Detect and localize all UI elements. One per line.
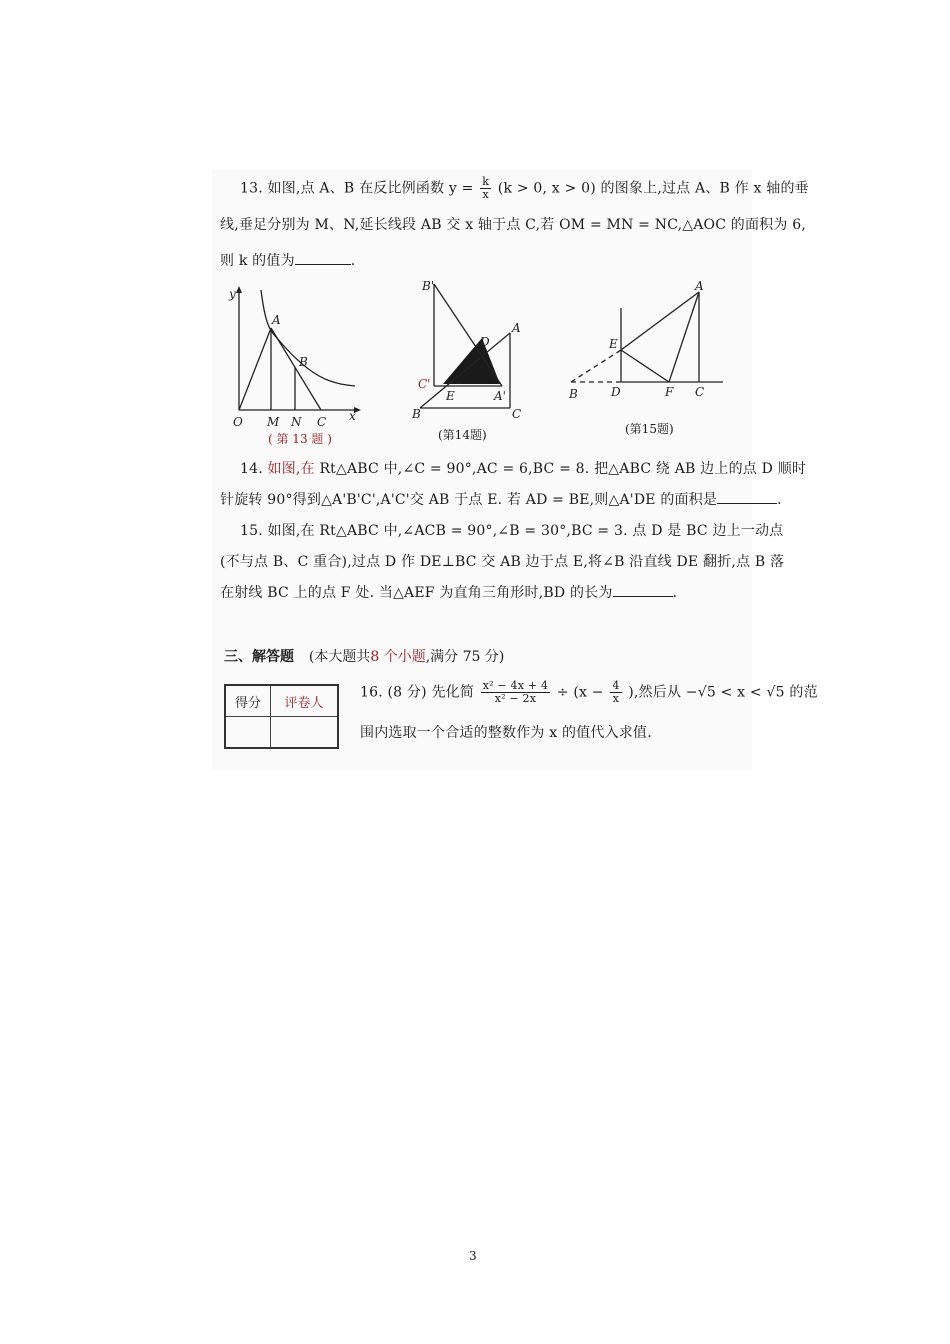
grader-cell[interactable]	[271, 717, 339, 749]
q13-frac-den: x	[482, 188, 489, 201]
q14-text-a: Rt△ABC 中,∠C = 90°,AC = 6,BC = 8. 把△ABC 绕 AB 边上的点 D 顺时	[319, 461, 807, 477]
label-B: B	[299, 355, 308, 369]
q16-frac-num: x² − 4x + 4	[482, 679, 549, 692]
q13-line3	[220, 250, 355, 270]
hyperbola-curve	[261, 290, 355, 386]
page-number: 3	[469, 1249, 477, 1263]
section3-note-post: ,满分 75 分)	[425, 649, 505, 665]
q13-text-b: (k > 0, x > 0) 的图象上,过点 A、B 作 x 轴的垂	[497, 180, 809, 197]
q16-line2: 围内选取一个合适的整数作为 x 的值代入求值.	[360, 725, 652, 741]
q13-text-c: 则 k 的值为	[220, 253, 295, 269]
label-C: C	[317, 415, 327, 429]
label-C: C	[695, 385, 705, 399]
q16-line1	[360, 680, 818, 705]
label-A1: A'	[494, 389, 506, 403]
score-table	[224, 684, 339, 749]
section3-note-red: 8 个小题	[370, 649, 426, 665]
q16-fraction2	[610, 680, 621, 705]
label-M: M	[267, 415, 280, 429]
segment-EA	[621, 292, 699, 350]
fig14-caption: (第14题)	[438, 428, 487, 442]
label-B: B	[412, 407, 421, 421]
label-E: E	[446, 389, 455, 403]
q16-text-c: ),然后从 −√5 < x < √5 的范	[628, 684, 818, 701]
q14-text-b: 针旋转 90°得到△A'B'C',A'C'交 AB 于点 E. 若 AD = BE,则△A'DE 的面积是	[220, 492, 718, 508]
q16-frac2-num: 4	[612, 679, 620, 692]
q13-line1	[240, 176, 809, 201]
shaded-triangle-DEA	[443, 338, 500, 384]
q14-period: .	[777, 492, 782, 508]
q16-text-a: 16. (8 分) 先化简	[360, 684, 475, 701]
label-y: y	[229, 287, 236, 301]
figure-15	[565, 278, 730, 403]
label-F: F	[665, 385, 674, 399]
fig13-caption: ( 第 13 题 )	[268, 432, 332, 446]
label-B: B	[569, 387, 578, 401]
label-C1: C'	[418, 377, 431, 391]
label-O: O	[233, 415, 243, 429]
q16-fraction	[481, 680, 550, 705]
q14-text-red: 如图,在	[267, 461, 315, 477]
label-E: E	[609, 337, 618, 351]
label-A: A	[695, 279, 704, 293]
label-N: N	[291, 415, 302, 429]
q15-line2: (不与点 B、C 重合),过点 D 作 DE⊥BC 交 AB 边于点 E,将∠B 沿直线 DE 翻折,点 B 落	[220, 554, 785, 570]
q13-fraction	[480, 176, 491, 201]
q13-frac-num: k	[482, 175, 490, 188]
label-A: A	[512, 321, 521, 335]
y-axis-arrow	[236, 286, 242, 293]
q15-text-c: 在射线 BC 上的点 F 处. 当△AEF 为直角三角形时,BD 的长为	[220, 585, 613, 601]
q14-answer-blank	[717, 491, 777, 504]
figure-14	[410, 278, 535, 428]
section3-note-pre: (本大题共	[308, 649, 371, 665]
q16-frac-den: x² − 2x	[494, 692, 537, 705]
label-C: C	[512, 407, 522, 421]
q15-answer-blank	[613, 584, 673, 597]
fig15-caption: (第15题)	[625, 422, 674, 436]
score-header: 得分	[225, 685, 271, 717]
q15-period: .	[672, 585, 678, 601]
q16-text-b: ÷ (x −	[556, 684, 604, 701]
label-x: x	[349, 409, 356, 423]
score-cell[interactable]	[225, 717, 271, 749]
q15-line1: 15. 如图,在 Rt△ABC 中,∠ACB = 90°,∠B = 30°,BC = 3. 点 D 是 BC 边上一动点	[240, 523, 784, 539]
q14-number: 14.	[240, 461, 263, 477]
segment-OA	[239, 328, 271, 410]
segment-BE-dashed	[571, 350, 621, 382]
q13-line2: 线,垂足分别为 M、N,延长线段 AB 交 x 轴于点 C,若 OM = MN = NC,△AOC 的面积为 6,	[220, 217, 806, 233]
q14-line2	[220, 489, 782, 509]
label-D: D	[611, 385, 621, 399]
label-D: D	[480, 335, 490, 349]
q16-frac2-den: x	[612, 692, 620, 705]
segment-AC	[271, 328, 321, 410]
label-A: A	[272, 313, 281, 327]
section3-title: 三、解答题	[224, 649, 294, 665]
segment-AF	[669, 292, 699, 382]
q13-answer-blank	[295, 252, 351, 265]
q13-period: .	[350, 253, 356, 269]
figure-13	[225, 282, 375, 447]
q14-line1	[240, 458, 806, 478]
label-B1: B'	[422, 279, 435, 293]
segment-EF	[621, 350, 669, 382]
grader-header: 评卷人	[271, 685, 339, 717]
section3-header	[224, 646, 504, 666]
q13-text-a: 13. 如图,点 A、B 在反比例函数 y =	[240, 180, 474, 197]
q15-line3	[220, 582, 677, 602]
